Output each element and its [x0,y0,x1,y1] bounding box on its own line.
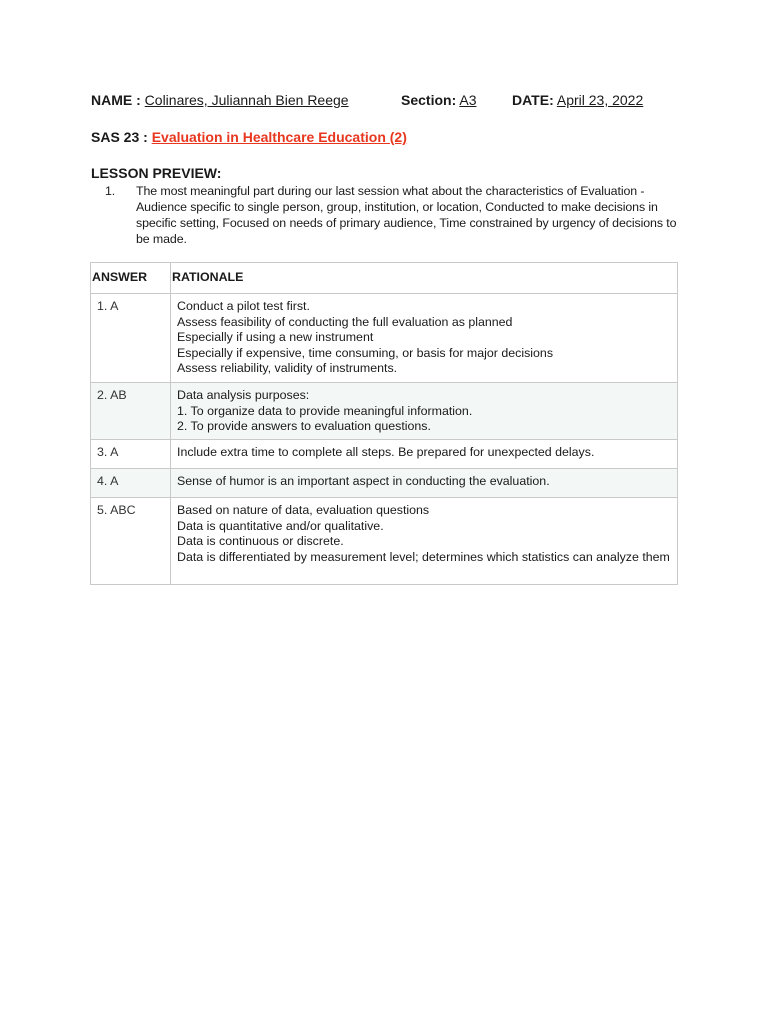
name-field [91,92,349,108]
date-field [512,92,643,108]
rationale-cell [171,469,678,498]
rationale-line: 1. To organize data to provide meaningful information. [177,403,473,418]
answer-rationale-table [90,262,678,585]
name-value: Colinares, Juliannah Bien Reege [144,92,349,108]
rationale-line: Assess feasibility of conducting the full evaluation as planned [177,314,513,329]
sas-heading [91,129,407,145]
list-item [105,183,685,247]
lesson-preview-heading: LESSON PREVIEW: [91,165,222,181]
section-label: Section: [401,92,457,108]
section-value: A3 [459,92,477,108]
rationale-line: Especially if using a new instrument [177,330,374,344]
rationale-line: Data analysis purposes: [177,388,310,402]
rationale-cell [171,383,678,440]
list-item-text: The most meaningful part during our last session what about the characteristics of Evaluation - Audience specific to single person, group, institution, or location, Conducted to make decisions in specific setting, Focused on needs of primary audience, Time constrained by urgency of decisions to be made. [136,184,677,246]
answer-cell: 4. A [91,469,171,498]
answer-cell: 3. A [91,440,171,469]
table-row [91,440,678,469]
answer-cell: 2. AB [91,383,171,440]
rationale-line: Sense of humor is an important aspect in conducting the evaluation. [177,474,550,488]
sas-label: SAS 23 : [91,129,148,145]
section-field [401,92,476,108]
rationale-line: Conduct a pilot test first. [177,299,310,313]
answer-cell: 1. A [91,294,171,383]
list-item-number: 1. [105,184,116,198]
rationale-line: Data is continuous or discrete. [177,534,344,548]
column-header-rationale: RATIONALE [171,263,678,294]
table-row [91,469,678,498]
rationale-line: Especially if expensive, time consuming, or basis for major decisions [177,345,554,360]
rationale-line: Assess reliability, validity of instruments. [177,361,398,375]
rationale-line: Include extra time to complete all steps. Be prepared for unexpected delays. [177,445,595,459]
table-row [91,294,678,383]
rationale-cell [171,498,678,585]
rationale-line: Data is differentiated by measurement level; determines which statistics can analyze them [177,549,670,564]
table-header-row [91,263,678,294]
table-row [91,498,678,585]
rationale-cell [171,294,678,383]
rationale-line: Data is quantitative and/or qualitative. [177,518,384,533]
answer-cell: 5. ABC [91,498,171,585]
column-header-answer: ANSWER [91,263,171,294]
table-row [91,383,678,440]
lesson-preview-list [105,183,685,247]
rationale-line: 2. To provide answers to evaluation questions. [177,419,431,433]
name-label: NAME : [91,92,141,108]
date-label: DATE: [512,92,554,108]
sas-title: Evaluation in Healthcare Education (2) [151,129,407,145]
rationale-cell [171,440,678,469]
rationale-line: Based on nature of data, evaluation questions [177,503,430,517]
date-value: April 23, 2022 [556,92,644,108]
